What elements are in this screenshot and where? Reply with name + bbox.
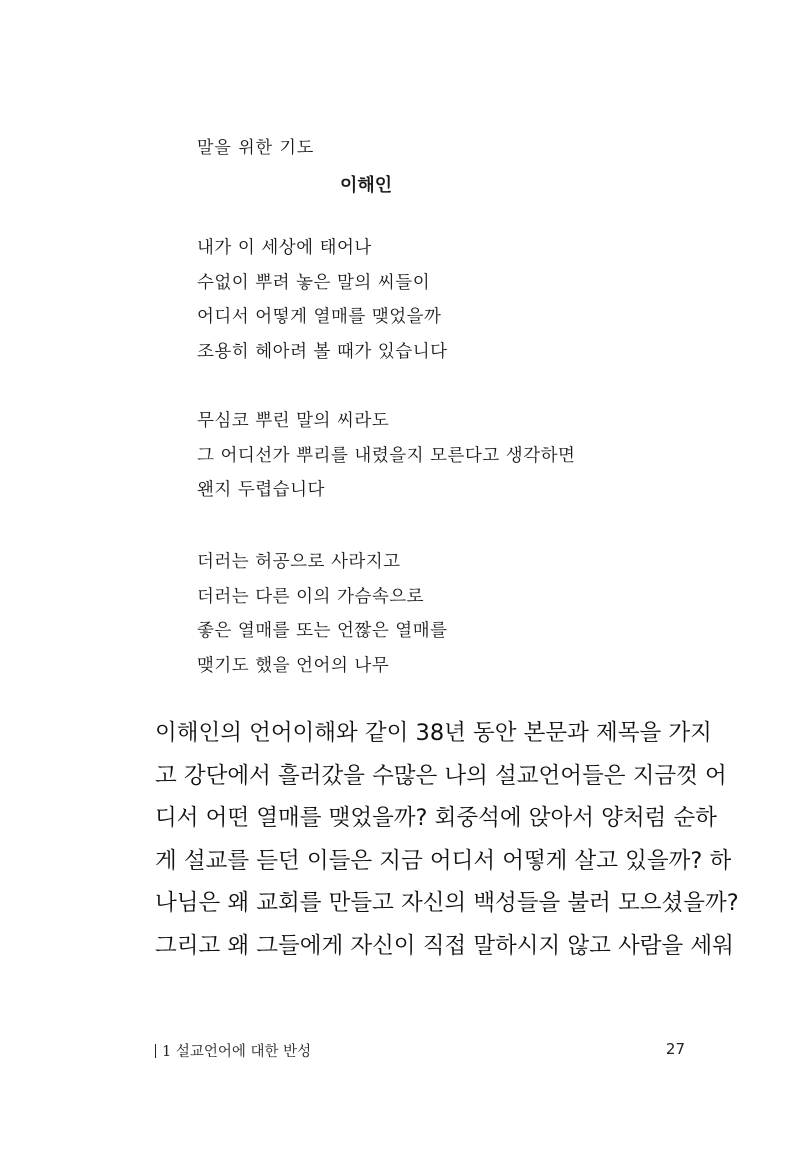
divider-bar [155,1044,156,1058]
page-number: 27 [665,1040,685,1058]
paragraph-line: 고 강단에서 흘러갔을 수많은 나의 설교언어들은 지금껏 어 [155,762,727,789]
poem-line: 수없이 뿌려 놓은 말의 씨들이 [197,272,431,293]
poem-line: 더러는 다른 이의 가슴속으로 [197,586,425,607]
poem-line: 조용히 헤아려 볼 때가 있습니다 [197,341,448,362]
body-paragraph [155,712,739,967]
poem-stanza [197,231,448,369]
poem-stanza [197,545,448,683]
poem-line: 내가 이 세상에 태어나 [197,238,372,258]
paragraph-line: 나님은 왜 교회를 만들고 자신의 백성들을 불러 모으셨을까? [155,890,739,916]
poem-line: 맺기도 했을 언어의 나무 [197,655,390,676]
poem-line: 좋은 열매를 또는 언짢은 열매를 [197,621,448,641]
paragraph-line: 이해인의 언어이해와 같이 38년 동안 본문과 제목을 가지 [155,720,712,746]
poem-line: 더러는 허공으로 사라지고 [197,552,401,572]
poem-author: 이해인 [340,175,393,196]
poem-line: 무심코 뿌린 말의 씨라도 [197,411,390,431]
section-title: 1 설교언어에 대한 반성 [162,1044,312,1060]
poem-line: 그 어디선가 뿌리를 내렸을지 모른다고 생각하면 [197,445,576,466]
poem-line: 어디서 어떻게 열매를 맺었을까 [197,307,442,327]
paragraph-line: 디서 어떤 열매를 맺었을까? 회중석에 앉아서 양처럼 순하 [155,805,717,831]
running-footer [155,1040,311,1061]
poem-title: 말을 위한 기도 [197,138,315,158]
paragraph-line: 그리고 왜 그들에게 자신이 직접 말하시지 않고 사람을 세워 [155,932,734,959]
poem-line: 왠지 두렵습니다 [197,480,325,500]
paragraph-line: 게 설교를 듣던 이들은 지금 어디서 어떻게 살고 있을까? 하 [155,847,732,874]
page-footer [155,1040,685,1064]
poem-stanza [197,404,575,508]
